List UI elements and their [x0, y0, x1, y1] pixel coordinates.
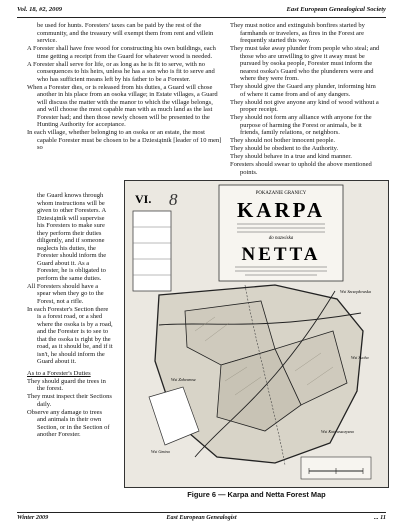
handwritten-stamp: 8	[169, 190, 178, 209]
running-footer	[17, 514, 386, 525]
paragraph: Observe any damage to trees and animals in their own Section, or in the Section of another Forester.	[27, 408, 110, 438]
society-label: East European Genealogical Society	[286, 6, 386, 13]
paragraph: All Foresters should have a spear when they go to the Forest, not a rifle.	[27, 282, 104, 305]
label-zahvarosz: Wsi Zahvarosz	[171, 377, 196, 382]
paragraph: A Forester shall serve for life, or as long as he is fit to serve, with no consequences to his heirs, unless he has a son who is fit to serve and who has sufficient means left by his father to be a Forester.	[27, 60, 215, 83]
paragraph: They should not give anyone any kind of wood without a proper receipt.	[230, 98, 379, 113]
forest-map-drawing	[125, 181, 387, 486]
paragraph: the Guard knows through whom instructions will be given to other Foresters. A Dziesiątnik will supervise his Foresters to make sure they perform their duties diligently, and if someone neglects his duties, the Forester should inform the Guard about it. As a Forester, he is obligated to perform the same duties.	[37, 192, 107, 282]
right-column	[230, 22, 380, 177]
paragraph: They should guard the trees in the forest.	[27, 377, 106, 392]
paragraph: They should not form any alliance with anyone for the purpose of harming the Forest or animals, be it friends, family relations, or neighbors.	[230, 114, 372, 136]
map-title-mid: do nazwiska	[268, 236, 294, 241]
paragraph: When a Forester dies, or is released from his duties, a Guard will chose another in his place from an osoka village; in Estate villages, a Guard will discuss the matter with the manor to which the village belongs, and will choose the most capable man with as much land as the last Forester had; and then those newly chosen will be presented to the Hunting Authority for acceptance.	[27, 83, 218, 128]
section-heading: As to a Forester's Duties	[27, 369, 91, 377]
left-column-narrow	[27, 192, 113, 439]
volume-label: Vol. 18, #2, 2009	[17, 6, 63, 13]
map-title-top: POKAZANIE GRANICY	[255, 191, 307, 196]
running-header	[17, 6, 386, 17]
label-kotowszczyzna: Wsi Kotowszczyzna	[321, 429, 354, 434]
map-title-netta: NETTA	[241, 244, 321, 265]
paragraph: In each village, whether belonging to an osoka or an estate, the most capable Forester must be chosen to be a Dziesiątnik [leader of 10 men] so	[27, 129, 222, 151]
paragraph: They should be obedient to the Authority.	[230, 145, 339, 152]
page-number: ... 11	[373, 514, 386, 521]
paragraph: They must notice and extinguish bonfires started by farmhands or travelers, as fires in the Forest are frequently started this way.	[230, 22, 365, 44]
label-gmina: Wsi Gmina	[151, 449, 170, 454]
header-rule	[17, 17, 386, 18]
label-sucha: Wsi Sucha	[351, 355, 369, 360]
footer-rule	[17, 512, 386, 513]
paragraph: They should give the Guard any plunder, informing him of where it came from and of any dangers.	[230, 83, 376, 98]
paragraph: In each Forester's Section there is a forest road, or a shed where the osoka is by a road, and the Forester is to see to that the osoka is right by the road, as it should be, and if it isn't, he should inform the Guard about it.	[27, 305, 113, 365]
issue-label: Winter 2009	[17, 514, 49, 521]
label-szczepkowska: Wsi Szczepkowska	[340, 289, 371, 294]
roman-numeral: VI.	[135, 192, 152, 206]
left-column-wide	[27, 22, 223, 152]
paragraph: They should not bother innocent people.	[230, 137, 336, 144]
paragraph: Foresters should swear to uphold the above mentioned points.	[230, 161, 372, 176]
paragraph: be used for hunts. Foresters' taxes can be paid by the rest of the community, and the treasury will exempt them from rent and villein service.	[37, 22, 214, 44]
journal-title: East European Genealogist	[166, 514, 237, 521]
paragraph: A Forester shall have free wood for constructing his own buildings, each time getting a receipt from the Guard for whatever wood is needed.	[27, 45, 216, 60]
paragraph: They must inspect their Sections daily.	[27, 393, 112, 408]
forest-map-figure	[124, 180, 389, 488]
figure-caption: Figure 6 — Karpa and Netta Forest Map	[187, 490, 326, 499]
paragraph: They should behave in a true and kind manner.	[230, 153, 352, 160]
map-title-karpa: KARPA	[236, 198, 326, 222]
paragraph: They must take away plunder from people who steal; and those who are unwilling to give it away must be pursued by osoka people, Forester must inform the nearest osoka's Guard who the plunderers were and where they were from.	[230, 45, 380, 82]
